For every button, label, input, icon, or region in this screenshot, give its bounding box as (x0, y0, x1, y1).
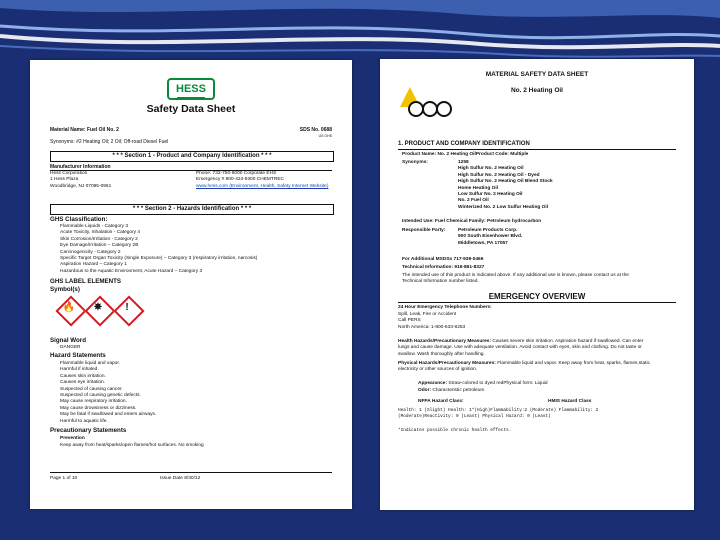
health-hazards: Health Hazards/Precautionary Measures: Causes severe skin irritation. Aspiration hazard if swallowed. Can enter lungs and cause damage. Use with adequate ventilation. Avoid contact with eyes, skin and clothing. Do not taste or swallow. Wash thoroughly after handling. (398, 339, 644, 357)
responsible-party-label: Responsible Party: (402, 228, 446, 233)
nfpa-heading: NFPA Hazard Class: (418, 399, 464, 404)
physical-hazards: Physical Hazards/Precautionary Measures: Flammable liquid and vapor. Keep away from heat, sparks, flames,static electricity or other sources of ignition. (398, 361, 650, 373)
emergency-phone-heading: 24 Hour Emergency Telephone Numbers: (398, 305, 492, 310)
emergency-lines: Spill, Leak, Fire or Accident Call PERS North America: 1-800-633-8253 (398, 312, 466, 330)
company-address: Hess Corporation 1 Hess Plaza Woodbridge, NJ 07095-0961 (50, 171, 112, 189)
section-1-header: 1. PRODUCT AND COMPANY IDENTIFICATION (398, 141, 530, 147)
ghs-classification-list (60, 224, 257, 275)
section-2-header: * * * Section 2 - Hazards Identification * * * (50, 204, 334, 215)
list-item: Carcinogenicity - Category 2 (60, 249, 121, 255)
emergency-overview-heading: EMERGENCY OVERVIEW (488, 292, 586, 301)
list-item: Causes skin irritation. (60, 373, 106, 379)
hazard-statements-list (60, 361, 156, 425)
list-item: Flammable liquid and vapor. (60, 361, 120, 366)
list-item: 1258 (458, 160, 469, 165)
exclamation-icon: ! (114, 296, 140, 322)
list-item: No. 2 Fuel Oil (458, 198, 489, 204)
intended-use: Intended Use: Fuel Chemical Family: Petroleum hydrocarbon (402, 219, 542, 224)
list-item: Winterized No. 2 Low Sulfur Heating Oil (458, 204, 549, 210)
signal-word-heading: Signal Word (50, 337, 86, 344)
signal-word: DANGER (60, 345, 81, 350)
hmis-heading: HMIS Hazard Class (548, 399, 592, 404)
list-item: May cause respiratory irritation. (60, 399, 127, 405)
label-elements-heading: GHS LABEL ELEMENTS (50, 278, 122, 285)
msds-title: MATERIAL SAFETY DATA SHEET (485, 71, 589, 78)
list-item: Acute Toxicity, Inhalation - Category 4 (60, 230, 141, 236)
hess-sds-document (30, 60, 352, 509)
us-ghs-label: US GHS (318, 134, 332, 138)
odor-line: Odor: Characteristic petroleum (418, 388, 485, 393)
list-item: Aspiration Hazard – Category 1 (60, 262, 127, 268)
ghs-classification-heading: GHS Classification: (50, 216, 108, 223)
page-number: Page 1 of 10 (50, 476, 78, 481)
list-item: Causes eye irritation. (60, 380, 106, 386)
list-item: High Sulfur No. 2 Heating Oil (458, 166, 524, 172)
sds-title: Safety Data Sheet (146, 103, 236, 115)
list-item: Home Heating Oil (458, 185, 498, 191)
material-name: Material Name: Fuel Oil No. 2 (50, 127, 119, 133)
list-item: Harmful if inhaled. (60, 367, 99, 373)
ghs-pictograms (56, 296, 140, 322)
symbols-heading: Symbol(s) (50, 286, 80, 293)
section-1-header: * * * Section 1 - Product and Company Identification * * * (50, 151, 334, 162)
list-item: Hazardous to the Aquatic Environment, Acute Hazard – Category 3 (60, 268, 203, 274)
responsible-party: Petroleum Products Corp. 900 South Eisenhower Blvd. Middletown, PA 17057 (458, 228, 523, 246)
precautionary-heading: Precautionary Statements (50, 427, 127, 434)
hazard-statements-heading: Hazard Statements (50, 352, 106, 359)
synonyms-line: Synonyms: #2 Heating Oil; 2 Oil; Off-road Diesel Fuel (50, 139, 169, 145)
list-item: Suspected of causing genetic defects. (60, 393, 141, 399)
list-item: Skin Corrosion/Irritation - Category 2 (60, 236, 138, 242)
flame-icon: 🔥 (56, 296, 82, 322)
list-item: Eye Damage/Irritation – Category 2B (60, 243, 139, 249)
issue-date: Issue Date 8/30/12 (160, 476, 201, 481)
list-item: High Sulfur No. 2 Heating Oil - Dyed (458, 172, 540, 178)
divider (398, 149, 676, 150)
divider (398, 302, 676, 303)
poc-logo (398, 85, 453, 119)
poc-msds-document (380, 59, 694, 510)
company-phones: Phone: 732-750-6000 Corporate EHS Emergency # 800-424-9300 CHEMTREC www.hess.com (Environment, Health, Safety Internet Website) (196, 171, 329, 189)
appearance-line: Appearance: Straw-colored to dyed redPhysical form: Liquid (418, 381, 548, 386)
list-item: Suspected of causing cancer. (60, 386, 123, 392)
hess-website-link[interactable]: www.hess.com (Environment, Health, Safety Internet Website) (196, 183, 329, 189)
msds-product-title: No. 2 Heating Oil (510, 87, 563, 94)
synonyms-label: Synonyms: (402, 160, 428, 165)
manufacturer-heading: Manufacturer Information (50, 164, 111, 170)
list-item: Flammable Liquids - Category 3 (60, 224, 128, 229)
list-item: May be fatal if swallowed and enters airways. (60, 412, 157, 418)
list-item: High Sulfur No. 2 Heating Oil Blend Stock (458, 179, 553, 185)
technical-info: Technical Information: 916-861-8327 (402, 265, 485, 270)
list-item: Specific Target Organ Toxicity (Single Exposure) – Category 3 (respiratory irritation, narcosis) (60, 256, 258, 262)
additional-msds: For Additional MSDSs 717-939-0466 (402, 257, 484, 262)
intended-use-note: The intended use of this product is indicated above. If any additional use is known, please contact us at the Technical Information number listed. (402, 273, 629, 285)
health-hazard-icon: ✵ (85, 296, 111, 322)
list-item: May cause drowsiness or dizziness. (60, 405, 137, 411)
sds-number: SDS No. 0688 (299, 127, 332, 133)
footer-divider (50, 472, 332, 473)
list-item: Harmful to aquatic life. (60, 418, 108, 424)
list-item: Low Sulfur No. 2 Heating Oil (458, 192, 523, 198)
prevention-heading: Prevention (60, 436, 85, 441)
product-name: Product Name: No. 2 Heating OilProduct Code: Multiple (402, 152, 529, 157)
hess-logo: HESS (167, 78, 215, 100)
hazard-ratings: Health: 1 (Slight) Health: 1*(High)Flammability:2 (Moderate) Flammability: 2 (Moderate)Reactivity: 0 (Least) Physical Hazard: 0 (Least) (398, 408, 599, 419)
prevention-text: Keep away from heat/sparks/open flames/hot surfaces. No smoking (60, 443, 204, 448)
chronic-note: *Indicates possible chronic health effects. (398, 428, 512, 433)
synonyms-list (458, 160, 553, 211)
